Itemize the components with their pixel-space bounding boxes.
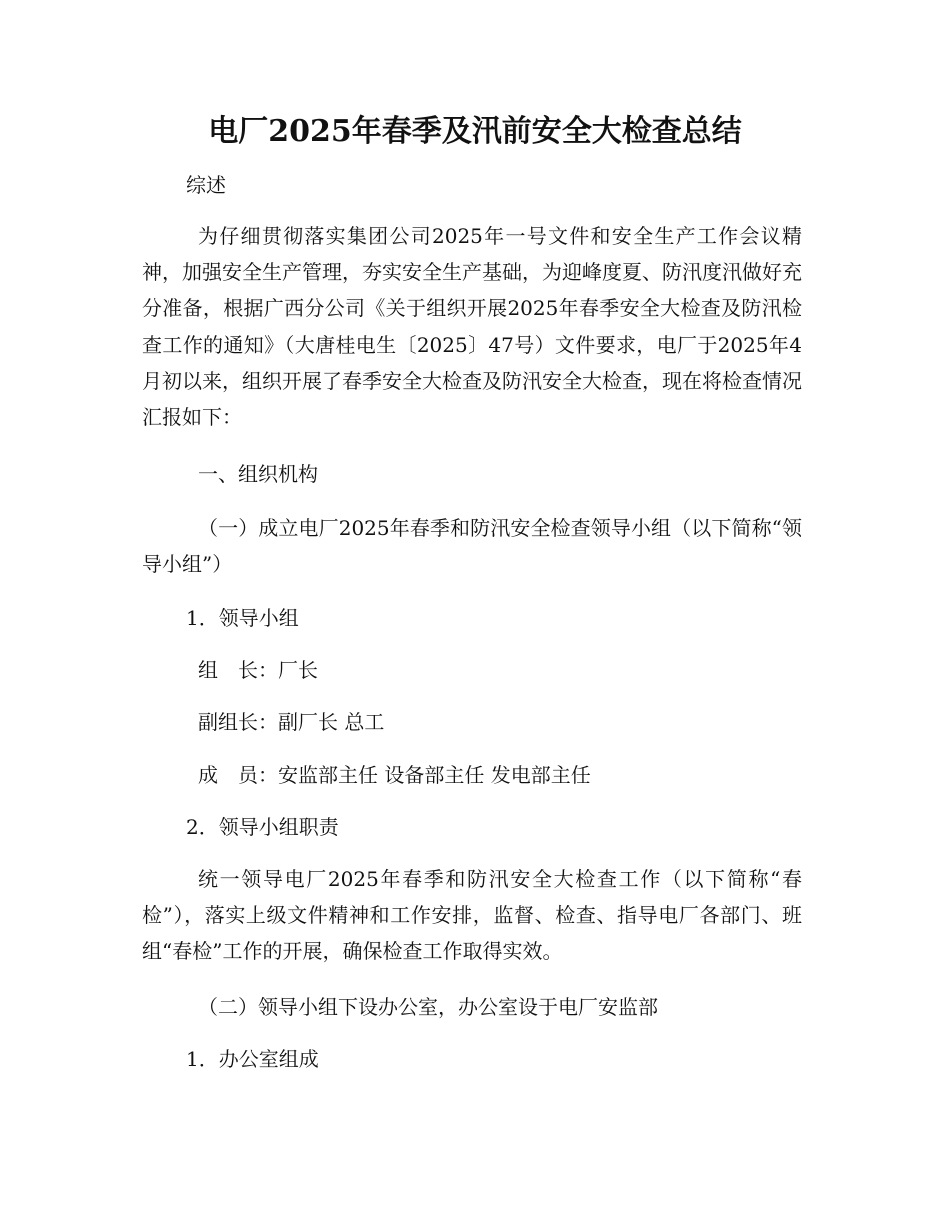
subsection-heading-leading-group: （一）成立电厂2025年春季和防汛安全检查领导小组（以下简称“领导小组”） xyxy=(142,516,802,577)
document-title: 电厂2025年春季及汛前安全大检查总结 xyxy=(208,114,742,149)
members-line: 成 员：安监部主任 设备部主任 发电部主任 xyxy=(198,763,591,787)
group-leader-line: 组 长：厂长 xyxy=(198,658,318,682)
summary-heading: 综述 xyxy=(186,173,226,197)
deputy-leader-line: 副组长：副厂长 总工 xyxy=(198,710,385,734)
subsection-heading-office: （二）领导小组下设办公室，办公室设于电厂安监部 xyxy=(198,995,658,1019)
duties-paragraph: 统一领导电厂2025年春季和防汛安全大检查工作（以下简称“春检”），落实上级文件精神和工作安排，监督、检查、指导电厂各部门、班组“春检”工作的开展，确保检查工作取得实效。 xyxy=(142,867,802,964)
item-heading-duties: 2．领导小组职责 xyxy=(186,815,339,839)
section-heading-organization: 一、组织机构 xyxy=(198,462,318,486)
item-heading-leading-group: 1．领导小组 xyxy=(186,606,299,630)
item-heading-office-composition: 1．办公室组成 xyxy=(186,1047,319,1071)
intro-paragraph: 为仔细贯彻落实集团公司2025年一号文件和安全生产工作会议精神，加强安全生产管理，夯实安全生产基础，为迎峰度夏、防汛度汛做好充分准备，根据广西分公司《关于组织开展2025年春季安全大检查及防汛检查工作的通知》（大唐桂电生〔2025〕47号）文件要求，电厂于2025年4月初以来，组织开展了春季安全大检查及防汛安全大检查，现在将检查情况汇报如下： xyxy=(142,224,802,430)
